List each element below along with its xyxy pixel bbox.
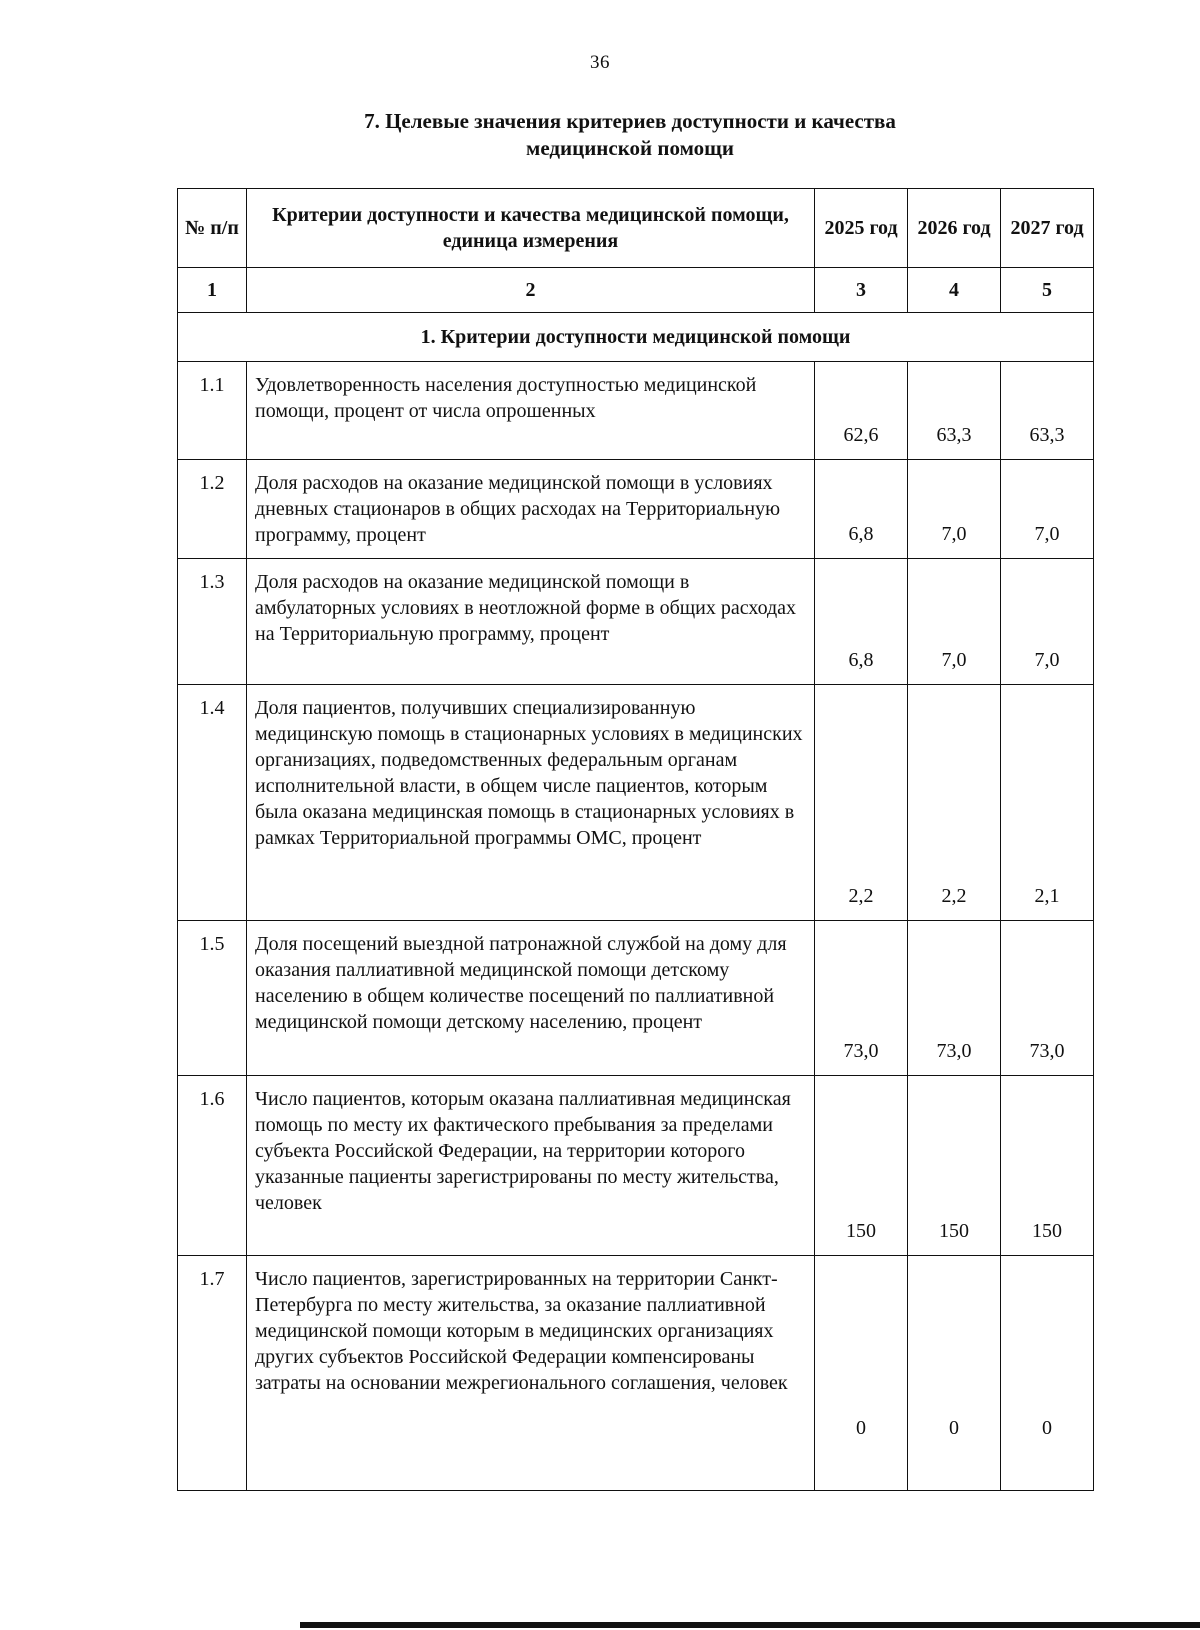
value-2025: 62,6 <box>815 362 908 460</box>
column-number: 4 <box>908 268 1001 313</box>
value-2025: 2,2 <box>815 685 908 921</box>
page-number: 36 <box>590 52 610 73</box>
column-number: 5 <box>1001 268 1094 313</box>
header-2025: 2025 год <box>815 189 908 268</box>
column-number: 1 <box>178 268 247 313</box>
table-row <box>178 559 1094 685</box>
value-2026: 7,0 <box>908 460 1001 559</box>
value-2027: 7,0 <box>1001 559 1094 685</box>
row-criterion: Доля посещений выездной патронажной службой на дому для оказания паллиативной медицинской помощи детскому населению в общем количестве посещений по паллиативной медицинской помощи детскому населению, процент <box>247 921 815 1076</box>
row-number: 1.3 <box>178 559 247 685</box>
row-number: 1.6 <box>178 1076 247 1256</box>
value-2025: 6,8 <box>815 460 908 559</box>
row-criterion: Доля пациентов, получивших специализированную медицинскую помощь в стационарных условиях в медицинских организациях, подведомственных федеральным органам исполнительной власти, в общем числе пациентов, которым была оказана медицинская помощь в стационарных условиях в рамках Территориальной программы ОМС, процент <box>247 685 815 921</box>
value-2027: 150 <box>1001 1076 1094 1256</box>
table-row <box>178 362 1094 460</box>
scan-edge-line <box>300 1622 1200 1628</box>
value-2026: 2,2 <box>908 685 1001 921</box>
value-2027: 73,0 <box>1001 921 1094 1076</box>
value-2026: 150 <box>908 1076 1001 1256</box>
value-2026: 63,3 <box>908 362 1001 460</box>
value-2027: 7,0 <box>1001 460 1094 559</box>
criteria-table <box>177 188 1094 1491</box>
value-2025: 6,8 <box>815 559 908 685</box>
value-2026: 7,0 <box>908 559 1001 685</box>
title-line-1: 7. Целевые значения критериев доступности и качества <box>364 109 896 133</box>
table-row <box>178 1256 1094 1491</box>
value-2026: 73,0 <box>908 921 1001 1076</box>
header-criteria: Критерии доступности и качества медицинской помощи, единица измерения <box>247 189 815 268</box>
title-line-2: медицинской помощи <box>526 136 734 160</box>
row-number: 1.5 <box>178 921 247 1076</box>
table-row <box>178 921 1094 1076</box>
row-number: 1.1 <box>178 362 247 460</box>
value-2026: 0 <box>908 1256 1001 1491</box>
document-title <box>300 108 960 162</box>
table-row <box>178 1076 1094 1256</box>
column-number-row <box>178 268 1094 313</box>
row-criterion: Доля расходов на оказание медицинской помощи в условиях дневных стационаров в общих расходах на Территориальную программу, процент <box>247 460 815 559</box>
section-title: 1. Критерии доступности медицинской помощи <box>178 313 1094 362</box>
header-num: № п/п <box>178 189 247 268</box>
row-criterion: Удовлетворенность населения доступностью медицинской помощи, процент от числа опрошенных <box>247 362 815 460</box>
section-row <box>178 313 1094 362</box>
column-number: 2 <box>247 268 815 313</box>
row-number: 1.7 <box>178 1256 247 1491</box>
column-number: 3 <box>815 268 908 313</box>
header-2026: 2026 год <box>908 189 1001 268</box>
value-2025: 150 <box>815 1076 908 1256</box>
header-row <box>178 189 1094 268</box>
row-criterion: Число пациентов, которым оказана паллиативная медицинская помощь по месту их фактического пребывания за пределами субъекта Российской Федерации, на территории которого указанные пациенты зарегистрированы по месту жительства, человек <box>247 1076 815 1256</box>
value-2027: 63,3 <box>1001 362 1094 460</box>
row-number: 1.4 <box>178 685 247 921</box>
table-row <box>178 460 1094 559</box>
table-row <box>178 685 1094 921</box>
value-2025: 0 <box>815 1256 908 1491</box>
header-2027: 2027 год <box>1001 189 1094 268</box>
row-criterion: Доля расходов на оказание медицинской помощи в амбулаторных условиях в неотложной форме в общих расходах на Территориальную программу, процент <box>247 559 815 685</box>
value-2025: 73,0 <box>815 921 908 1076</box>
value-2027: 2,1 <box>1001 685 1094 921</box>
value-2027: 0 <box>1001 1256 1094 1491</box>
row-criterion: Число пациентов, зарегистрированных на территории Санкт-Петербурга по месту жительства, за оказание паллиативной медицинской помощи которым в медицинских организациях других субъектов Российской Федерации компенсированы затраты на основании межрегионального соглашения, человек <box>247 1256 815 1491</box>
row-number: 1.2 <box>178 460 247 559</box>
